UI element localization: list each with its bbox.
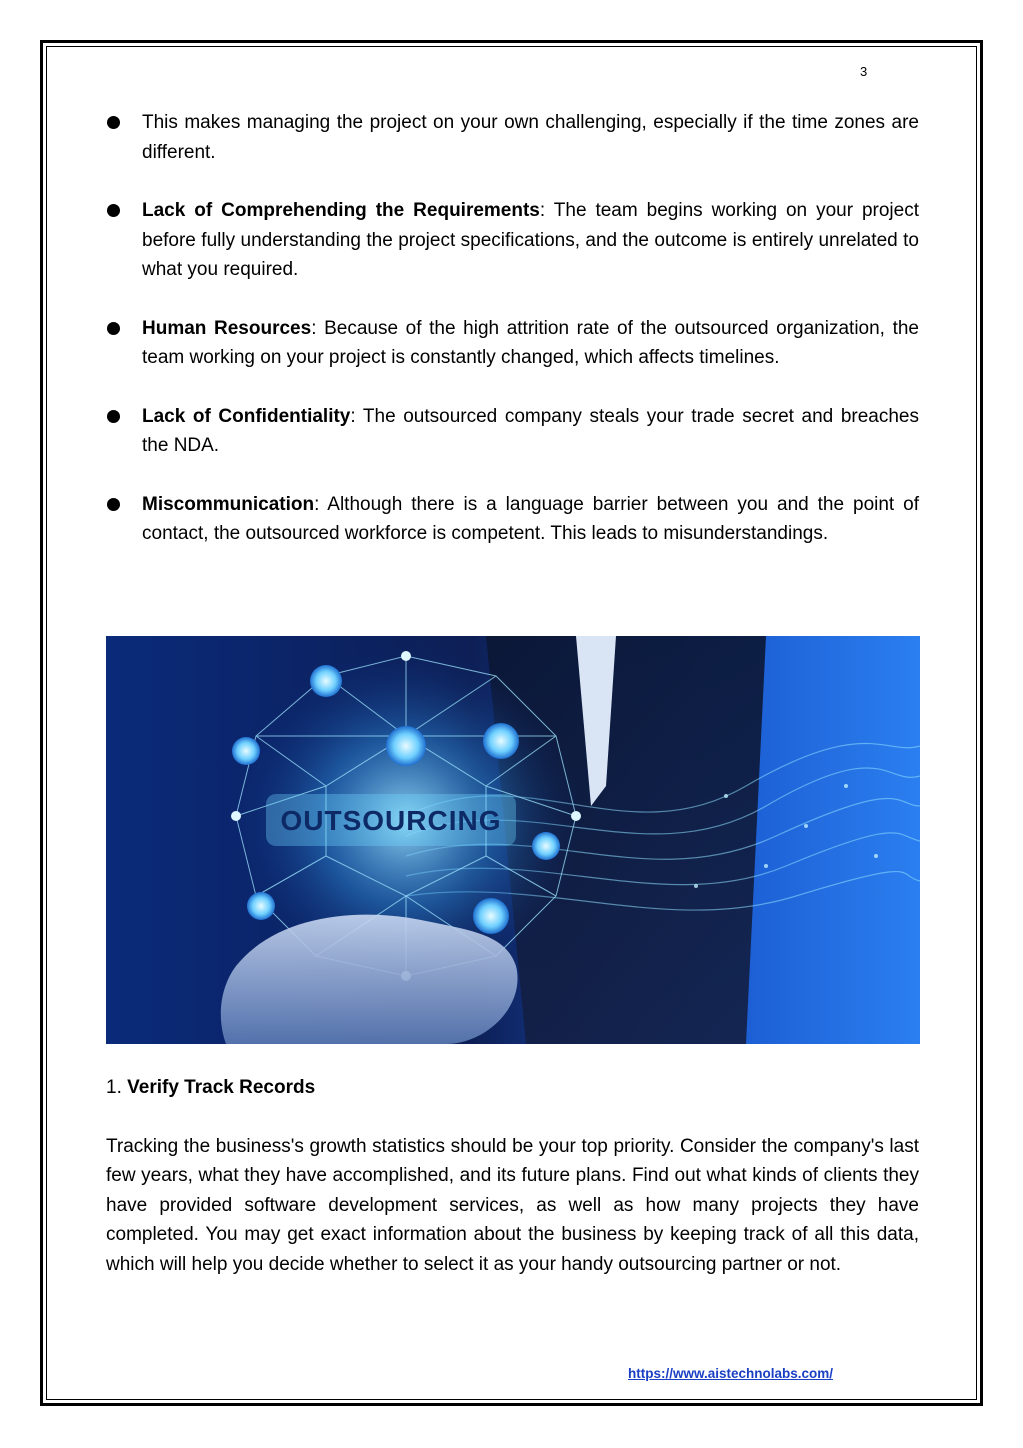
bullet-text: Although there is a language barrier between you and the point of contact, the outsourced workforce is competent. This leads to misunderstandings. xyxy=(142,493,920,544)
bullet-term: Miscommunication xyxy=(142,493,315,515)
bullet-dot-icon xyxy=(107,498,120,511)
outsourcing-illustration xyxy=(106,636,920,1044)
outsourcing-caption: OUTSOURCING xyxy=(280,805,502,836)
bullet-list xyxy=(102,108,919,549)
bullet-dot-icon xyxy=(107,410,120,423)
bullet-item xyxy=(102,314,919,373)
bullet-text: The team begins working on your project before fully understanding the project specifications, and the outcome is entirely unrelated to what you required. xyxy=(142,200,920,280)
bullet-dot-icon xyxy=(107,116,120,129)
bullet-item xyxy=(102,108,919,167)
bullet-dot-icon xyxy=(107,322,120,335)
bullet-dot-icon xyxy=(107,204,120,217)
section-paragraph: Tracking the business's growth statistics should be your top priority. Consider the company's last few years, what they have accomplished, and its future plans. Find out what kinds of clients they have provided software development services, as well as how many projects they have completed. You may get exact information about the business by keeping track of all this data, which will help you decide whether to select it as your handy outsourcing partner or not. xyxy=(106,1136,919,1275)
bullet-text: The outsourced company steals your trade secret and breaches the NDA. xyxy=(142,405,919,456)
bullet-separator: : xyxy=(350,405,363,427)
section-heading xyxy=(106,1074,315,1102)
section-number: 1. xyxy=(106,1077,122,1098)
bullet-text: This makes managing the project on your own challenging, especially if the time zones are different. xyxy=(142,112,919,163)
bullet-item xyxy=(102,196,919,285)
bullet-item xyxy=(102,402,919,461)
bullet-term: Lack of Confidentiality xyxy=(142,405,351,427)
bullet-separator: : xyxy=(314,493,328,515)
bullet-item xyxy=(102,490,919,549)
bullet-separator: : xyxy=(311,317,325,339)
section-title: Verify Track Records xyxy=(127,1077,316,1098)
bullet-separator: : xyxy=(539,200,554,221)
outsourcing-hero-image xyxy=(106,636,920,1044)
bullet-term: Human Resources xyxy=(142,317,312,339)
bullet-term: Lack of Comprehending the Requirements xyxy=(142,200,540,221)
footer-website-link[interactable]: https://www.aistechnolabs.com/ xyxy=(628,1366,834,1381)
page-number: 3 xyxy=(860,64,868,79)
bullet-text: Because of the high attrition rate of the outsourced organization, the team working on your project is constantly changed, which affects timelines. xyxy=(142,317,919,368)
